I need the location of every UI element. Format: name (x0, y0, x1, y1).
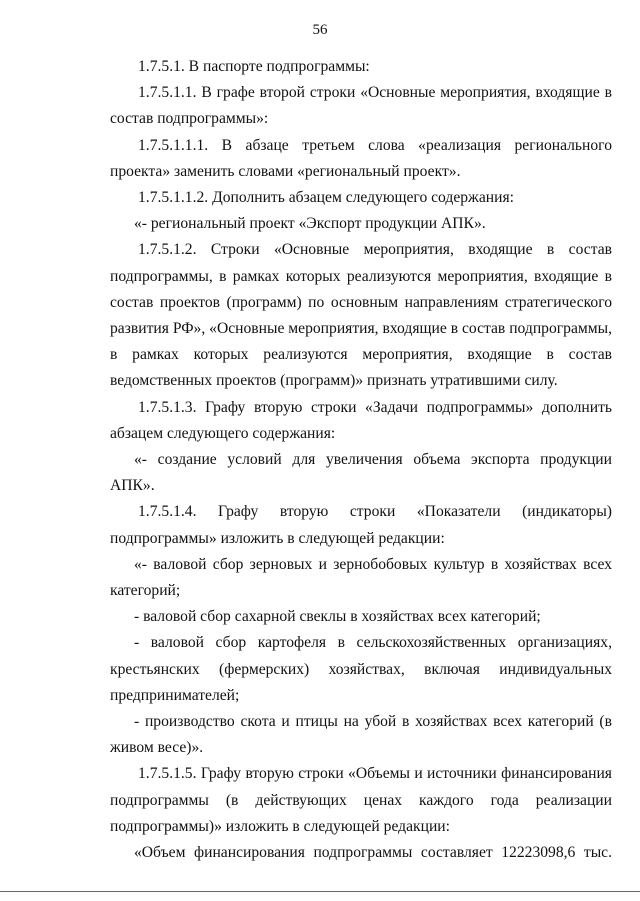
paragraph: 1.7.5.1.1. В графе второй строки «Основные мероприятия, входящие в состав подпрограммы»: (110, 84, 612, 128)
page-number: 56 (312, 22, 328, 38)
paragraph: 1.7.5.1.1.1. В абзаце третьем слова «реализация регионального проекта» заменить словами «региональный проект». (110, 136, 612, 180)
paragraph: 1.7.5.1.3. Графу вторую строки «Задачи подпрограммы» дополнить абзацем следующего содержания: (110, 398, 612, 442)
paragraph: - валовой сбор картофеля в сельскохозяйственных организациях, крестьянских (фермерских) хозяйствах, включая индивидуальных предпринимателей; (110, 634, 612, 704)
paragraph: 1.7.5.1.5. Графу вторую строки «Объемы и источники финансирования подпрограммы (в действующих ценах каждого года реализации подпрограммы)» изложить в следующей редакции: (110, 765, 612, 835)
paragraph: - валовой сбор сахарной свеклы в хозяйствах всех категорий; (134, 608, 541, 626)
paragraph: «Объем финансирования подпрограммы составляет 12223098,6 тыс. (134, 844, 612, 862)
paragraph: «- создание условий для увеличения объема экспорта продукции АПК». (110, 451, 612, 495)
paragraph: 1.7.5.1.2. Строки «Основные мероприятия, входящие в состав подпрограммы, в рамках которых реализуются мероприятия, входящие в состав проектов (программ) по основным направлениям стратегического развития РФ», «Основные мероприятия, входящие в состав подпрограммы, в рамках которых реализуются мероприятия, входящие в состав ведомственных проектов (программ)» признать утратившими силу. (110, 241, 612, 390)
paragraph: 1.7.5.1.1.2. Дополнить абзацем следующего содержания: (138, 189, 514, 207)
paragraph: 1.7.5.1. В паспорте подпрограммы: (138, 58, 370, 75)
document-body (110, 54, 612, 866)
paragraph: 1.7.5.1.4. Графу вторую строки «Показатели (индикаторы) подпрограммы» изложить в следующей редакции: (110, 503, 612, 547)
paragraph: - производство скота и птицы на убой в хозяйствах всех категорий (в живом весе)». (110, 713, 612, 757)
page-bottom-rule (0, 891, 640, 892)
paragraph: «- валовой сбор зерновых и зернобобовых культур в хозяйствах всех категорий; (110, 555, 612, 600)
paragraph: «- региональный проект «Экспорт продукции АПК». (134, 215, 486, 233)
